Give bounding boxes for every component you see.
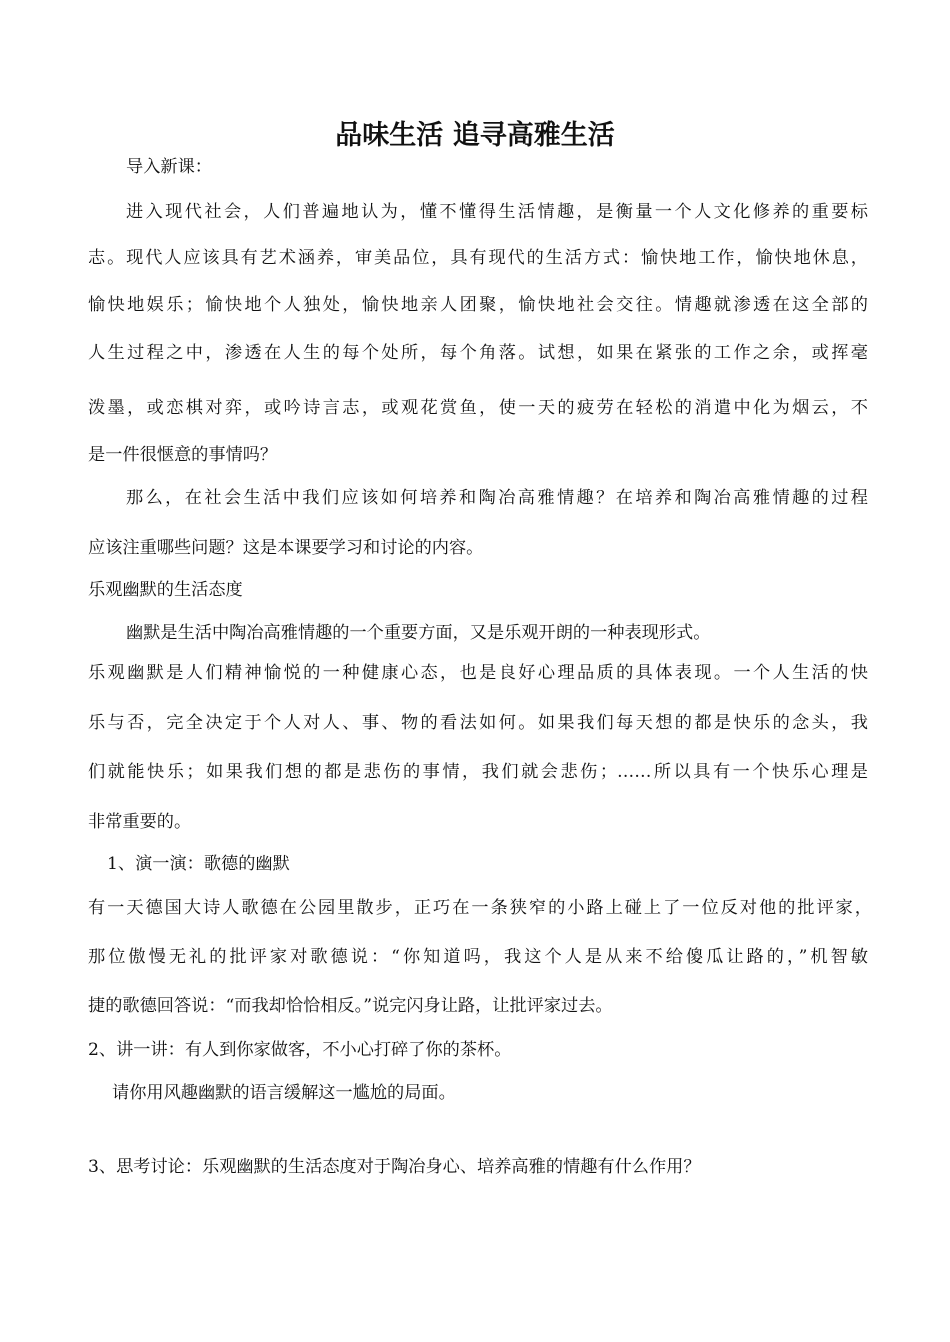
- activity3-title: 3、思考讨论：乐观幽默的生活态度对于陶冶身心、培养高雅的情趣有什么作用？: [88, 1157, 701, 1177]
- activity1-title: 1、演一演：歌德的幽默: [107, 854, 290, 874]
- intro-para1-line: 志。现代人应该具有艺术涵养，审美品位，具有现代的生活方式：愉快地工作，愉快地休息，: [88, 248, 868, 268]
- intro-label: 导入新课：: [126, 157, 212, 177]
- section-heading: 乐观幽默的生活态度: [88, 580, 243, 600]
- activity2-prompt: 请你用风趣幽默的语言缓解这一尴尬的局面。: [112, 1083, 456, 1103]
- intro-para2-line: 那么，在社会生活中我们应该如何培养和陶冶高雅情趣？在培养和陶冶高雅情趣的过程: [126, 488, 868, 508]
- intro-para1-line: 人生过程之中，渗透在人生的每个处所，每个角落。试想，如果在紧张的工作之余，或挥毫: [88, 343, 868, 363]
- humor-para-line: 们就能快乐；如果我们想的都是悲伤的事情，我们就会悲伤；……所以具有一个快乐心理是: [88, 762, 868, 782]
- document-title: 品味生活 追寻高雅生活: [335, 120, 615, 151]
- humor-para-line: 乐观幽默是人们精神愉悦的一种健康心态，也是良好心理品质的具体表现。一个人生活的快: [88, 663, 868, 683]
- intro-para1-line: 进入现代社会，人们普遍地认为，懂不懂得生活情趣，是衡量一个人文化修养的重要标: [126, 202, 868, 222]
- activity2-title: 2、讲一讲：有人到你家做客，不小心打碎了你的茶杯。: [88, 1040, 512, 1060]
- intro-para2-line: 应该注重哪些问题？这是本课要学习和讨论的内容。: [88, 538, 484, 558]
- intro-para1-line: 泼墨，或恋棋对弈，或吟诗言志，或观花赏鱼，使一天的疲劳在轻松的消遣中化为烟云，不: [88, 398, 868, 418]
- intro-para1-line: 愉快地娱乐；愉快地个人独处，愉快地亲人团聚，愉快地社会交往。情趣就渗透在这全部的: [88, 295, 868, 315]
- humor-para-line: 非常重要的。: [88, 812, 192, 832]
- activity1-story-line: 有一天德国大诗人歌德在公园里散步，正巧在一条狭窄的小路上碰上了一位反对他的批评家，: [88, 898, 872, 918]
- activity1-story-line: 那位傲慢无礼的批评家对歌德说：“你知道吗，我这个人是从来不给傻瓜让路的，”机智敏: [88, 947, 868, 967]
- humor-intro: 幽默是生活中陶冶高雅情趣的一个重要方面，又是乐观开朗的一种表现形式。: [126, 623, 711, 643]
- humor-para-line: 乐与否，完全决定于个人对人、事、物的看法如何。如果我们每天想的都是快乐的念头，我: [88, 713, 868, 733]
- intro-para1-line: 是一件很惬意的事情吗？: [88, 445, 278, 465]
- activity1-story-line: 捷的歌德回答说：“而我却恰恰相反。”说完闪身让路，让批评家过去。: [88, 996, 613, 1016]
